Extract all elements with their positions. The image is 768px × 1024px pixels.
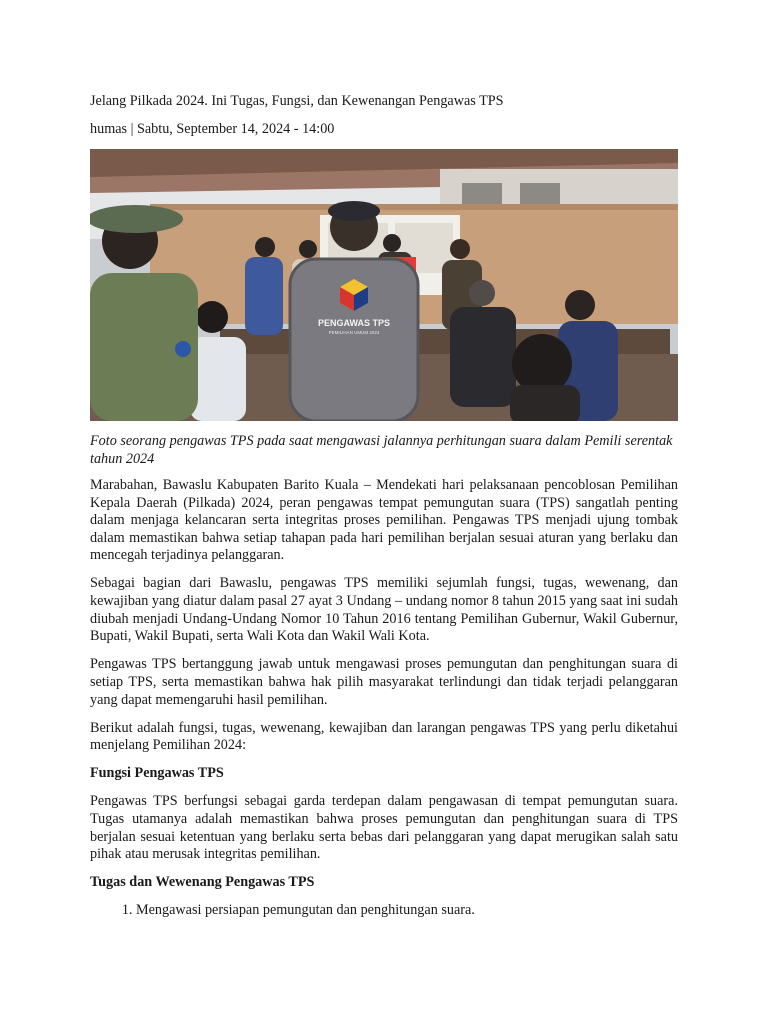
photo-illustration [90, 149, 678, 421]
paragraph-1: Marabahan, Bawaslu Kabupaten Barito Kuala – Mendekati hari pelaksanaan pencoblosan Pemilihan Kepala Daerah (Pilkada) 2024, peran pengawas tempat pemungutan suara (TPS) sangatlah penting dalam menjaga kelancaran serta integritas proses pemilihan. Pengawas TPS menjadi ujung tombak dalam memastikan bahwa setiap tahapan pada hari pemilihan berjalan sesuai aturan yang berlaku dan mencegah terjadinya pelanggaran. [90, 477, 678, 564]
vest-text: PENGAWAS TPS [317, 318, 391, 328]
list-item: 1. Mengawasi persiapan pemungutan dan penghitungan suara. [136, 902, 678, 920]
tugas-list [90, 902, 678, 920]
article-photo [90, 149, 678, 421]
vest-subtext: PEMILIHAN UMUM 2024 [328, 330, 380, 335]
paragraph-2: Sebagai bagian dari Bawaslu, pengawas TPS memiliki sejumlah fungsi, tugas, wewenang, dan kewajiban yang diatur dalam pasal 27 ayat 3 Undang – undang nomor 8 tahun 2015 yang saat ini sudah diubah menjadi Undang-Undang Nomor 10 Tahun 2016 tentang Pemilihan Gubernur, Wakil Gubernur, Bupati, Wakil Bupati, serta Wali Kota dan Wakil Wali Kota. [90, 575, 678, 645]
article-body [90, 477, 678, 920]
section-text-fungsi: Pengawas TPS berfungsi sebagai garda terdepan dalam pengawasan di tempat pemungutan suara. Tugas utamanya adalah memastikan bahwa proses pemungutan dan penghitungan suara di TPS berjalan sesuai ketentuan yang berlaku serta bebas dari pelanggaran yang dapat merugikan salah satu pihak atau merusak integritas pemilihan. [90, 793, 678, 863]
photo-caption: Foto seorang pengawas TPS pada saat mengawasi jalannya perhitungan suara dalam Pemili serentak tahun 2024 [90, 433, 673, 467]
article-title: Jelang Pilkada 2024. Ini Tugas, Fungsi, dan Kewenangan Pengawas TPS [90, 93, 504, 109]
article-meta: humas | Sabtu, September 14, 2024 - 14:00 [90, 121, 335, 137]
paragraph-3: Pengawas TPS bertanggung jawab untuk mengawasi proses pemungutan dan penghitungan suara di setiap TPS, serta memastikan bahwa hak pilih masyarakat terlindungi dan tidak terjadi pelanggaran yang dapat memengaruhi hasil pemilihan. [90, 656, 678, 708]
paragraph-4: Berikut adalah fungsi, tugas, wewenang, kewajiban dan larangan pengawas TPS yang perlu diketahui menjelang Pemilihan 2024: [90, 719, 678, 754]
section-heading-tugas: Tugas dan Wewenang Pengawas TPS [90, 874, 315, 891]
section-heading-fungsi: Fungsi Pengawas TPS [90, 765, 224, 782]
